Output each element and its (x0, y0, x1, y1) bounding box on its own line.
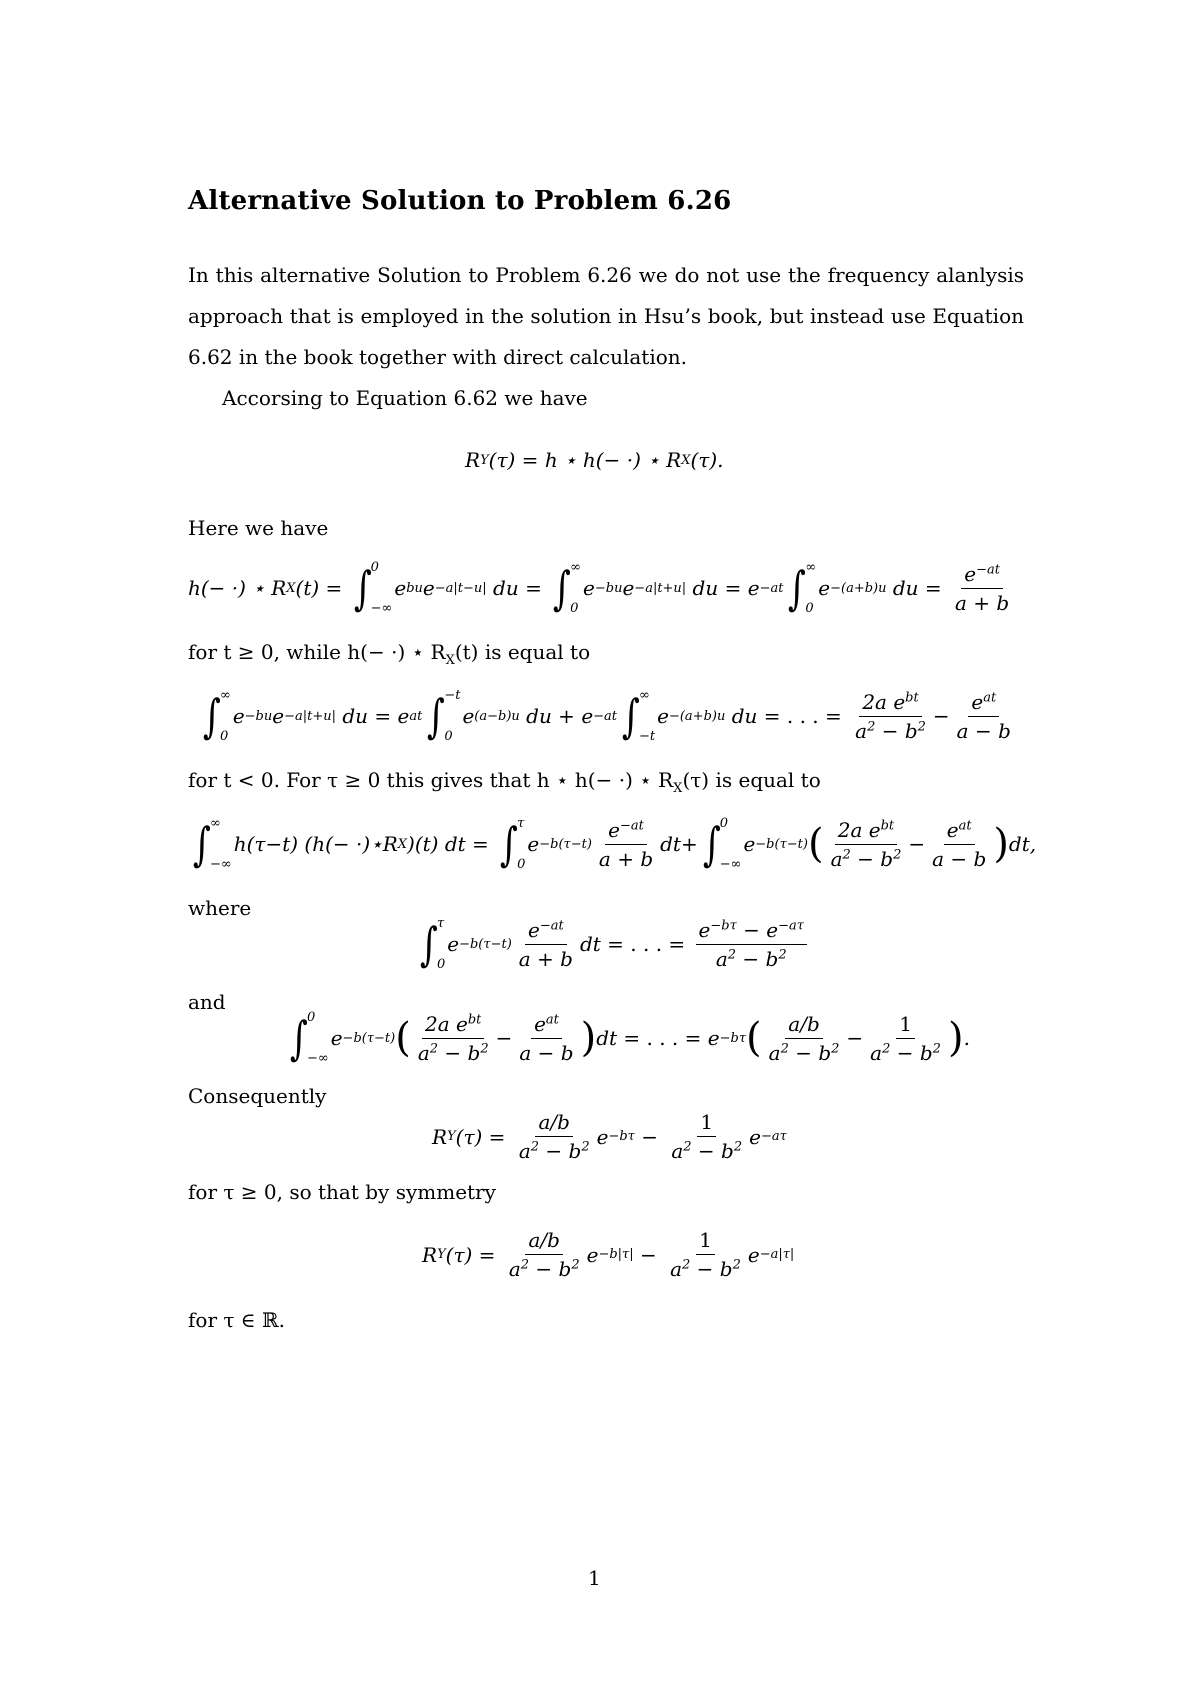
equation-h-rx-negative: ∫ ∞ 0 e −bu e −a|t+u| du = e at ∫ −t 0 e (a−b)u du + e −at ∫ ∞ −t e −(a+b)u du = . . . = $\frac{2a e^{bt}}{a^2 - b^2}$ − $\frac{e^{at}}{a - b}$ (202, 688, 1011, 744)
equation-second-part: ∫ 0 −∞ e −b(τ−t) ( $\frac{2a e^{bt}}{a^2 - b^2}$ − $\frac{e^{at}}{a - b}$ ) dt = . . . = e −bτ ( $\frac{a/b}{a^2 - b^2}$ − $\frac{1}{a^2 - b^2}$ ) . (289, 1010, 970, 1066)
for-tau-symmetry-line: for τ ≥ 0, so that by symmetry (188, 1180, 496, 1204)
according-text: Accorsing to Equation 6.62 we have (222, 386, 588, 410)
page-title: Alternative Solution to Problem 6.26 (188, 186, 732, 216)
intro-text: In this alternative Solution to Problem 6.26 we do not use the frequency alanlysis approach that is employed in the solution in Hsu’s book, but instead use Equation 6.62 in the book together with direct calculation. (188, 263, 1024, 369)
equation-ry-result-symmetric: R Y (τ) = $\frac{a/b}{a^2 - b^2}$ e −b|τ| − $\frac{1}{a^2 - b^2}$ e −a|τ| (422, 1228, 795, 1281)
for-t-ge-0-end: (t) is equal to (454, 640, 591, 664)
for-t-ge-0-text: for t ≥ 0, while h(− ·) ⋆ R (188, 640, 446, 664)
for-t-lt-0-text: for t < 0. For τ ≥ 0 this gives that h ⋆ h(− ·) ⋆ R (188, 768, 674, 792)
equation-ry-result-positive: R Y (τ) = $\frac{a/b}{a^2 - b^2}$ e −bτ − $\frac{1}{a^2 - b^2}$ e −aτ (432, 1110, 787, 1163)
equation-ry-integral: ∫ ∞ −∞ h(τ−t) (h(− ·)⋆R X )(t) dt = ∫ τ 0 e −b(τ−t) $\frac{e^{-at}}{a + b}$ dt + ∫ 0 −∞ e −b(τ−t) ( $\frac{2a e^{bt}}{a^2 - b^2}$ − $\frac{e^{at}}{a - b}$ ) dt, (192, 816, 1037, 872)
and-label: and (188, 990, 226, 1014)
for-t-lt-0-line: for t < 0. For τ ≥ 0 this gives that h ⋆ h(− ·) ⋆ $R_X(\tau)$ is equal to (188, 768, 821, 796)
equation-ry-convolution: R Y (τ) = h ⋆ h(− ·) ⋆ R X (τ). (465, 448, 724, 472)
equation-first-part: ∫ τ 0 e −b(τ−t) $\frac{e^{-at}}{a + b}$ dt = . . . = $\frac{e^{-b\tau} - e^{-a\tau}}{a^2 - b^2}$ (415, 916, 811, 972)
intro-paragraph (188, 255, 1024, 419)
for-t-lt-0-end: (τ) is equal to (682, 768, 821, 792)
equation-h-rx-positive: h(− ·) ⋆ R X (t) = ∫ 0 −∞ e bu e −a|t−u| du = ∫ ∞ 0 e −bu e −a|t+u| du = e −at ∫ ∞ 0 e −(a+b)u du = $\frac{e^{-at}}{a + b}$ (188, 560, 1010, 616)
page-number: 1 (588, 1566, 601, 1590)
consequently-label: Consequently (188, 1084, 327, 1108)
where-label: where (188, 896, 252, 920)
for-tau-real-line: for τ ∈ ℝ. (188, 1308, 285, 1332)
for-t-ge-0-line: for t ≥ 0, while h(− ·) ⋆ $R_X(t)$ is equal to (188, 640, 591, 668)
here-label: Here we have (188, 516, 329, 540)
